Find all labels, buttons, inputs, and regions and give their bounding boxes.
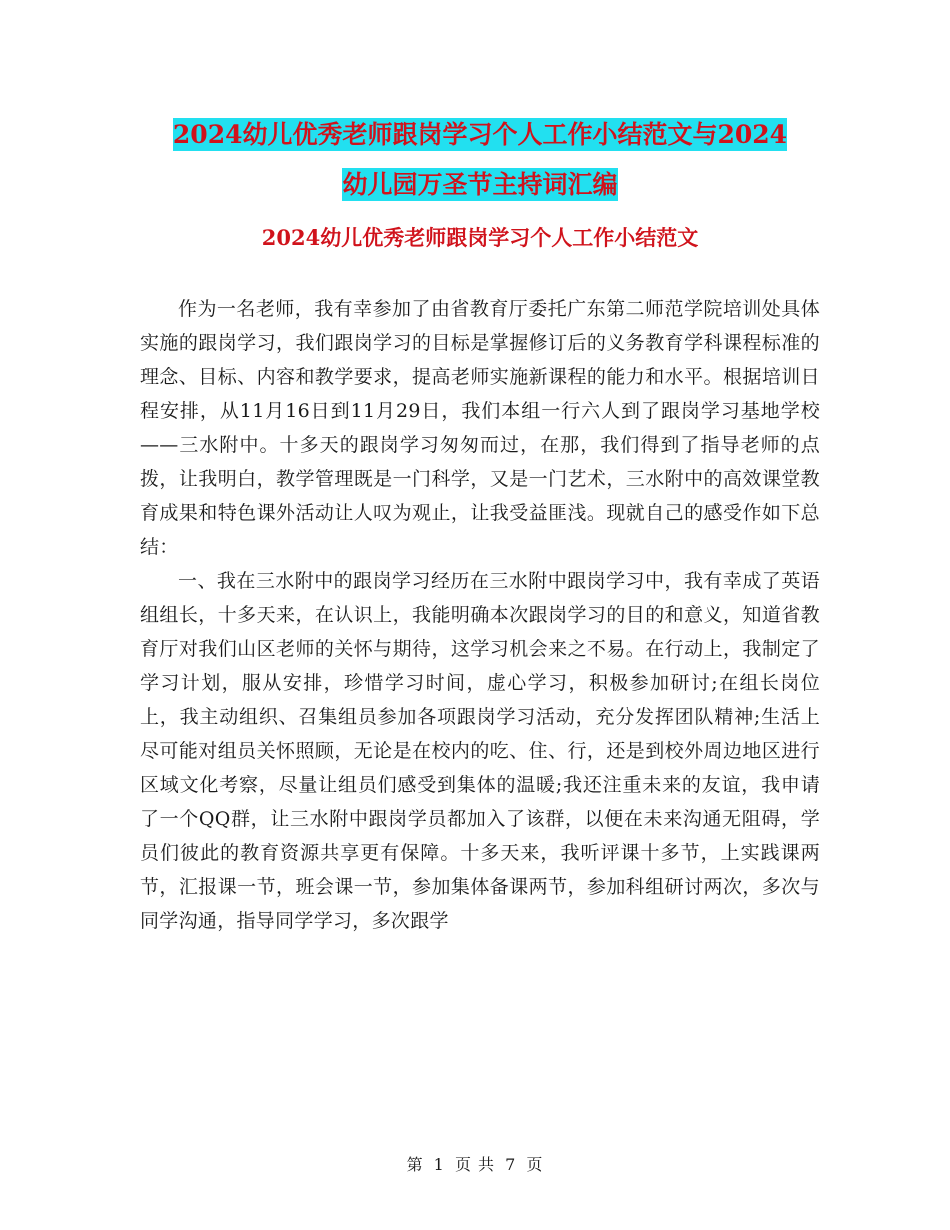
footer-prefix: 第: [406, 1155, 424, 1174]
main-title-line-1: 2024幼儿优秀老师跟岗学习个人工作小结范文与2024: [172, 120, 788, 149]
main-title-line-2: 幼儿园万圣节主持词汇编: [342, 170, 618, 199]
page-footer: [0, 1152, 950, 1175]
document-main-title: [140, 110, 820, 210]
paragraph: 一、我在三水附中的跟岗学习经历在三水附中跟岗学习中，我有幸成了英语组组长，十多天来，在认识上，我能明确本次跟岗学习的目的和意义，知道省教育厅对我们山区老师的关怀与期待，这学习机会来之不易。在行动上，我制定了学习计划，服从安排，珍惜学习时间，虚心学习，积极参加研讨;在组长岗位上，我主动组织、召集组员参加各项跟岗学习活动，充分发挥团队精神;生活上尽可能对组员关怀照顾，无论是在校内的吃、住、行，还是到校外周边地区进行区域文化考察，尽量让组员们感受到集体的温暖;我还注重未来的友谊，我申请了一个QQ群，让三水附中跟岗学员都加入了该群，以便在未来沟通无阻碍，学员们彼此的教育资源共享更有保障。十多天来，我听评课十多节，上实践课两节，汇报课一节，班会课一节，参加集体备课两节，参加科组研讨两次，多次与同学沟通，指导同学学习，多次跟学: [140, 570, 820, 932]
footer-suffix: 页: [526, 1155, 544, 1174]
paragraph: 作为一名老师，我有幸参加了由省教育厅委托广东第二师范学院培训处具体实施的跟岗学习，我们跟岗学习的目标是掌握修订后的义务教育学科课程标准的理念、目标、内容和教学要求，提高老师实施新课程的能力和水平。根据培训日程安排，从11月16日到11月29日，我们本组一行六人到了跟岗学习基地学校——三水附中。十多天的跟岗学习匆匆而过，在那，我们得到了指导老师的点拨，让我明白，教学管理既是一门科学，又是一门艺术，三水附中的高效课堂教育成果和特色课外活动让人叹为观止，让我受益匪浅。现就自己的感受作如下总结：: [140, 298, 820, 558]
footer-page-number: 1: [433, 1155, 445, 1174]
section-title: 2024幼儿优秀老师跟岗学习个人工作小结范文: [261, 225, 699, 250]
footer-middle: 页 共: [454, 1155, 496, 1174]
body-text: [140, 292, 820, 938]
footer-total-pages: 7: [505, 1155, 517, 1174]
